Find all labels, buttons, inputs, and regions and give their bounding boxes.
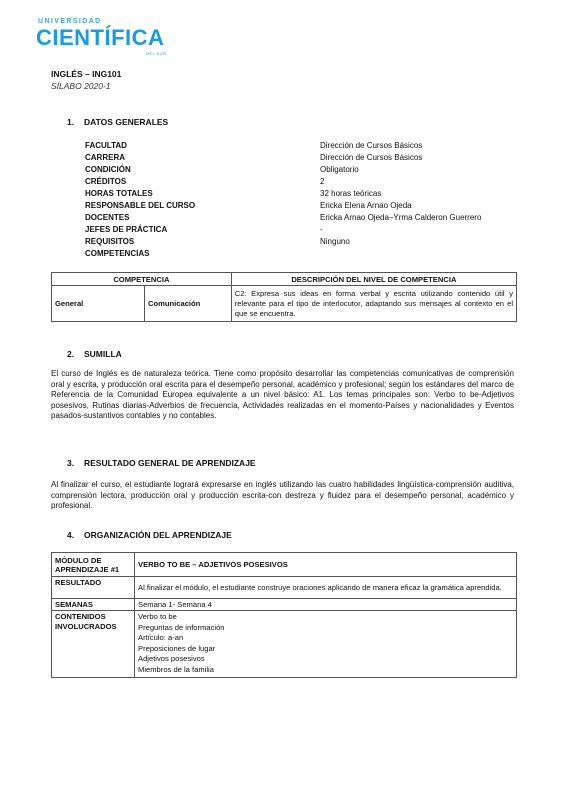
datos-value: Dirección de Cursos Básicos xyxy=(320,141,423,150)
contenidos-list xyxy=(135,611,517,678)
datos-value: Ericka Arnao Ojeda–Yrma Calderon Guerrero xyxy=(320,213,482,222)
course-code: INGLÉS – ING101 xyxy=(51,69,122,79)
datos-row xyxy=(85,165,525,176)
datos-label: RESPONSABLE DEL CURSO xyxy=(85,201,196,210)
sumilla-text: El curso de Inglés es de naturaleza teórica. Tiene como propósito desarrollar las competencias comunicativas de comprensión oral y escrita, y producción oral escrita para el desempeño personal, académico y profesional; según los estándares del marco de Referencia de la Comunidad Europea equivalente a un nivel básico: A1. Los temas principales son: Verbo to be-Adjetivos posesivos, Rutinas diarias-Adverbios de frecuencia, Actividades realizadas en el momento-Países y nacionalidades y Eventos pasados-sustantivos contables y no contables. xyxy=(51,369,514,421)
datos-row xyxy=(85,141,525,152)
syllabus-term: SÍLABO 2020-1 xyxy=(51,81,111,91)
datos-label: COMPETENCIAS xyxy=(85,249,150,258)
competencia-type: General xyxy=(52,286,145,322)
list-item: Verbo to be xyxy=(138,612,177,621)
datos-row xyxy=(85,177,525,188)
modulo-table xyxy=(51,552,517,678)
competencias-table xyxy=(51,272,517,322)
competencia-header: COMPETENCIA xyxy=(52,273,232,286)
list-item: Preposiciones de lugar xyxy=(138,643,216,653)
section-title: ORGANIZACIÓN DEL APRENDIZAJE xyxy=(84,530,232,540)
resultado-label: RESULTADO xyxy=(52,577,135,599)
datos-value: Ninguno xyxy=(320,237,350,246)
section-4-heading xyxy=(67,530,232,540)
section-2-heading xyxy=(67,349,122,359)
list-item: Adjetivos posesivos xyxy=(138,654,205,663)
competencia-name: Comunicación xyxy=(145,286,232,322)
datos-row xyxy=(85,249,525,260)
datos-value: 2 xyxy=(320,177,325,186)
modulo-semanas: Semana 1- Semana 4 xyxy=(135,599,517,611)
datos-label: HORAS TOTALES xyxy=(85,189,153,198)
competencia-description: C2: Expresa sus ideas en forma verbal y escrita utilizando contenido útil y relevante para el tipo de interlocutor, adaptando sus mensajes al contexto en el que se encuentra. xyxy=(231,286,516,322)
datos-value: - xyxy=(320,225,323,234)
datos-value: Dirección de Cursos Básicos xyxy=(320,153,423,162)
datos-label: DOCENTES xyxy=(85,213,130,222)
logo-top-text: UNIVERSIDAD xyxy=(38,18,102,25)
section-1-heading xyxy=(67,117,168,127)
datos-row xyxy=(85,225,525,236)
datos-label: REQUISITOS xyxy=(85,237,135,246)
section-title: SUMILLA xyxy=(84,349,122,359)
datos-row xyxy=(85,237,525,248)
datos-label: CARRERA xyxy=(85,153,125,162)
list-item: Artículo: a-an xyxy=(138,633,184,642)
logo-sub-text: DEL SUR xyxy=(146,51,167,56)
section-number: 1. xyxy=(67,117,75,127)
descripcion-header: DESCRIPCIÓN DEL NIVEL DE COMPETENCIA xyxy=(231,273,516,286)
section-number: 3. xyxy=(67,458,75,468)
datos-row xyxy=(85,213,525,224)
datos-row xyxy=(85,189,525,200)
datos-label: FACULTAD xyxy=(85,141,127,150)
section-number: 4. xyxy=(67,530,75,540)
datos-label: JEFES DE PRÁCTICA xyxy=(85,225,168,234)
datos-value: Ericka Elena Arnao Ojeda xyxy=(320,201,412,210)
list-item: Preguntas de información xyxy=(138,622,225,632)
datos-label: CONDICIÓN xyxy=(85,165,131,174)
semanas-label: SEMANAS xyxy=(52,599,135,611)
section-3-heading xyxy=(67,458,256,468)
modulo-resultado: Al finalizar el módulo, el estudiante construye oraciones aplicando de manera eficaz la gramática aprendida. xyxy=(135,577,517,599)
datos-row xyxy=(85,201,525,212)
datos-value: 32 horas teóricas xyxy=(320,189,382,198)
university-logo xyxy=(36,18,176,66)
section-title: RESULTADO GENERAL DE APRENDIZAJE xyxy=(84,458,256,468)
contenidos-label: CONTENIDOS INVOLUCRADOS xyxy=(52,611,135,678)
section-number: 2. xyxy=(67,349,75,359)
logo-main-text: CIENTÍFICA xyxy=(36,25,165,50)
datos-value: Obligatorio xyxy=(320,165,359,174)
datos-label: CRÉDITOS xyxy=(85,177,127,186)
resultado-general-text: Al finalizar el curso, el estudiante logrará expresarse en inglés utilizando las cuatro habilidades lingüística-comprensión auditiva, comprensión lectora, producción oral y producción escrita-con destreza y fluidez para el desempeño personal, académico y profesional. xyxy=(51,480,514,511)
modulo-label: MÓDULO DE APRENDIZAJE #1 xyxy=(52,553,135,577)
section-title: DATOS GENERALES xyxy=(84,117,169,127)
list-item: Miembros de la familia xyxy=(138,664,214,674)
datos-row xyxy=(85,153,525,164)
modulo-title: VERBO TO BE – ADJETIVOS POSESIVOS xyxy=(135,553,517,577)
